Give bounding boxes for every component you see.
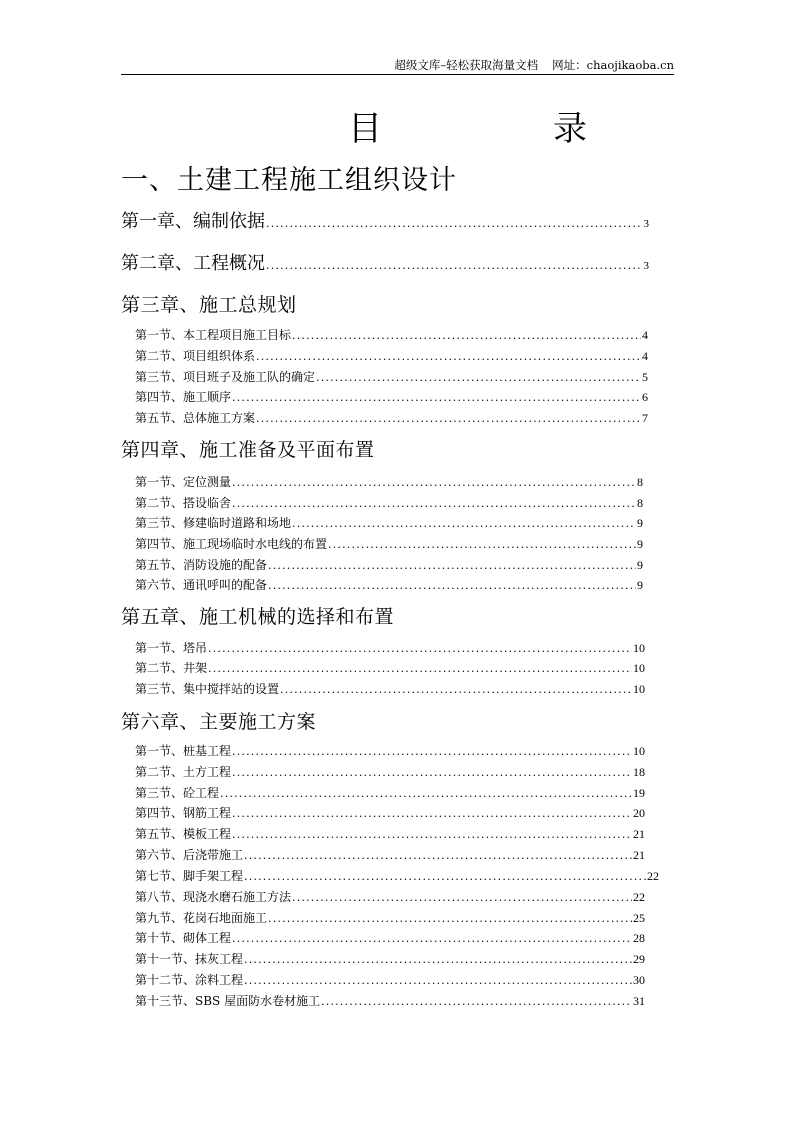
toc-section[interactable] xyxy=(135,910,645,927)
leader-dots xyxy=(208,661,632,677)
leader-dots xyxy=(316,370,641,386)
toc-label: 第五节、模板工程 xyxy=(135,827,232,841)
toc-section[interactable] xyxy=(135,681,645,698)
header-divider xyxy=(121,74,674,75)
toc-section[interactable] xyxy=(135,577,643,594)
toc-label: 第四节、施工现场临时水电线的布置 xyxy=(135,537,328,551)
toc-label: 第一章、编制依据 xyxy=(121,211,265,232)
toc-label: 第八节、现浇水磨石施工方法 xyxy=(135,890,292,904)
header-url-label: 网址： xyxy=(552,58,587,72)
toc-section[interactable] xyxy=(135,868,659,885)
toc-page-number: 9 xyxy=(637,578,643,592)
toc-section[interactable] xyxy=(135,743,645,760)
toc-label: 第十二节、涂料工程 xyxy=(135,973,244,987)
toc-chapter-2[interactable] xyxy=(121,252,649,278)
leader-dots xyxy=(256,411,641,427)
toc-page-number: 10 xyxy=(633,641,645,655)
leader-dots xyxy=(256,349,641,365)
leader-dots xyxy=(266,254,643,278)
toc-label: 第十一节、抹灰工程 xyxy=(135,952,244,966)
toc-page-number: 4 xyxy=(642,328,648,342)
leader-dots xyxy=(232,827,632,843)
toc-section[interactable] xyxy=(135,930,645,947)
toc-page-number: 22 xyxy=(633,890,645,904)
toc-page-number: 21 xyxy=(633,848,645,862)
leader-dots xyxy=(232,765,632,781)
leader-dots xyxy=(232,806,632,822)
leader-dots xyxy=(292,328,641,344)
toc-label: 第六节、通讯呼叫的配备 xyxy=(135,578,268,592)
toc-page-number: 19 xyxy=(633,786,645,800)
leader-dots xyxy=(292,516,636,532)
toc-label: 第三节、项目班子及施工队的确定 xyxy=(135,370,316,384)
toc-label: 第二章、工程概况 xyxy=(121,253,265,274)
toc-section[interactable] xyxy=(135,327,648,344)
leader-dots xyxy=(268,911,632,927)
toc-label: 第一节、本工程项目施工目标 xyxy=(135,328,292,342)
leader-dots xyxy=(232,744,632,760)
leader-dots xyxy=(208,641,632,657)
toc-section[interactable] xyxy=(135,972,645,989)
toc-section[interactable] xyxy=(135,369,648,386)
toc-label: 第七节、脚手架工程 xyxy=(135,869,244,883)
toc-section[interactable] xyxy=(135,640,645,657)
toc-label: 第二节、井架 xyxy=(135,661,208,675)
leader-dots xyxy=(244,973,632,989)
leader-dots xyxy=(266,212,643,236)
toc-page-number: 21 xyxy=(633,827,645,841)
toc-section[interactable] xyxy=(135,660,645,677)
leader-dots xyxy=(244,869,646,885)
title-char-2: 录 xyxy=(553,109,587,149)
leader-dots xyxy=(232,475,636,491)
toc-section[interactable] xyxy=(135,993,645,1010)
leader-dots xyxy=(244,952,632,968)
toc-page-number: 9 xyxy=(637,516,643,530)
leader-dots xyxy=(244,848,632,864)
toc-page-number: 6 xyxy=(642,390,648,404)
toc-page-number: 3 xyxy=(643,218,649,230)
header-site-name: 超级文库–轻松获取海量文档 xyxy=(394,58,539,72)
toc-section[interactable] xyxy=(135,889,645,906)
toc-page-number: 7 xyxy=(642,411,648,425)
toc-section[interactable] xyxy=(135,805,645,822)
leader-dots xyxy=(232,931,632,947)
toc-page-number: 10 xyxy=(633,744,645,758)
toc-section[interactable] xyxy=(135,515,643,532)
toc-section[interactable] xyxy=(135,474,643,491)
toc-label: 第二节、搭设临舍 xyxy=(135,496,232,510)
page-title xyxy=(0,106,793,152)
toc-page-number: 25 xyxy=(633,911,645,925)
leader-dots xyxy=(232,390,641,406)
toc-page-number: 18 xyxy=(633,765,645,779)
toc-section[interactable] xyxy=(135,557,643,574)
toc-label: 第一节、桩基工程 xyxy=(135,744,232,758)
toc-section[interactable] xyxy=(135,348,648,365)
toc-page-number: 20 xyxy=(633,806,645,820)
toc-chapter-1[interactable] xyxy=(121,210,649,236)
toc-page-number: 9 xyxy=(637,537,643,551)
toc-chapter-5[interactable]: 第五章、施工机械的选择和布置 xyxy=(121,606,395,628)
toc-page-number: 3 xyxy=(643,260,649,272)
page-header xyxy=(121,56,674,74)
toc-section[interactable] xyxy=(135,536,643,553)
toc-label: 第三节、砼工程 xyxy=(135,786,220,800)
toc-page-number: 8 xyxy=(637,475,643,489)
toc-section[interactable] xyxy=(135,764,645,781)
leader-dots xyxy=(232,496,636,512)
toc-label: 第二节、土方工程 xyxy=(135,765,232,779)
toc-label: 第六节、后浇带施工 xyxy=(135,848,244,862)
toc-label: 第二节、项目组织体系 xyxy=(135,349,256,363)
toc-chapter-3[interactable]: 第三章、施工总规划 xyxy=(121,294,297,316)
toc-label: 第十节、砌体工程 xyxy=(135,931,232,945)
leader-dots xyxy=(220,786,632,802)
toc-page-number: 9 xyxy=(637,558,643,572)
leader-dots xyxy=(268,558,636,574)
toc-label: 第三节、集中搅拌站的设置 xyxy=(135,682,280,696)
toc-section[interactable] xyxy=(135,495,643,512)
toc-page-number: 10 xyxy=(633,682,645,696)
toc-page-number: 28 xyxy=(633,931,645,945)
part-title: 一、土建工程施工组织设计 xyxy=(121,165,457,196)
leader-dots xyxy=(268,578,636,594)
toc-page-number: 4 xyxy=(642,349,648,363)
toc-section[interactable] xyxy=(135,410,648,427)
toc-section[interactable] xyxy=(135,951,645,968)
toc-label: 第一节、定位测量 xyxy=(135,475,232,489)
toc-page-number: 5 xyxy=(642,370,648,384)
toc-label: 第九节、花岗石地面施工 xyxy=(135,911,268,925)
toc-page-number: 31 xyxy=(633,994,645,1008)
leader-dots xyxy=(328,537,636,553)
toc-section[interactable] xyxy=(135,826,645,843)
toc-page-number: 29 xyxy=(633,952,645,966)
toc-label: 第四节、施工顺序 xyxy=(135,390,232,404)
toc-page-number: 8 xyxy=(637,496,643,510)
toc-page-number: 22 xyxy=(647,869,659,883)
toc-page-number: 10 xyxy=(633,661,645,675)
toc-page-number: 30 xyxy=(633,973,645,987)
toc-label: 第十三节、SBS 屋面防水卷材施工 xyxy=(135,994,321,1008)
title-char-1: 目 xyxy=(348,109,382,149)
leader-dots xyxy=(292,890,632,906)
toc-chapter-4[interactable]: 第四章、施工准备及平面布置 xyxy=(121,439,375,461)
toc-label: 第四节、钢筋工程 xyxy=(135,806,232,820)
toc-label: 第五节、消防设施的配备 xyxy=(135,558,268,572)
toc-chapter-6[interactable]: 第六章、主要施工方案 xyxy=(121,711,317,733)
leader-dots xyxy=(321,994,632,1010)
toc-section[interactable] xyxy=(135,847,645,864)
leader-dots xyxy=(280,682,632,698)
toc-label: 第三节、修建临时道路和场地 xyxy=(135,516,292,530)
toc-section[interactable] xyxy=(135,785,645,802)
toc-section[interactable] xyxy=(135,389,648,406)
toc-label: 第五节、总体施工方案 xyxy=(135,411,256,425)
header-url[interactable]: chaojikaoba.cn xyxy=(586,58,674,72)
toc-label: 第一节、塔吊 xyxy=(135,641,208,655)
